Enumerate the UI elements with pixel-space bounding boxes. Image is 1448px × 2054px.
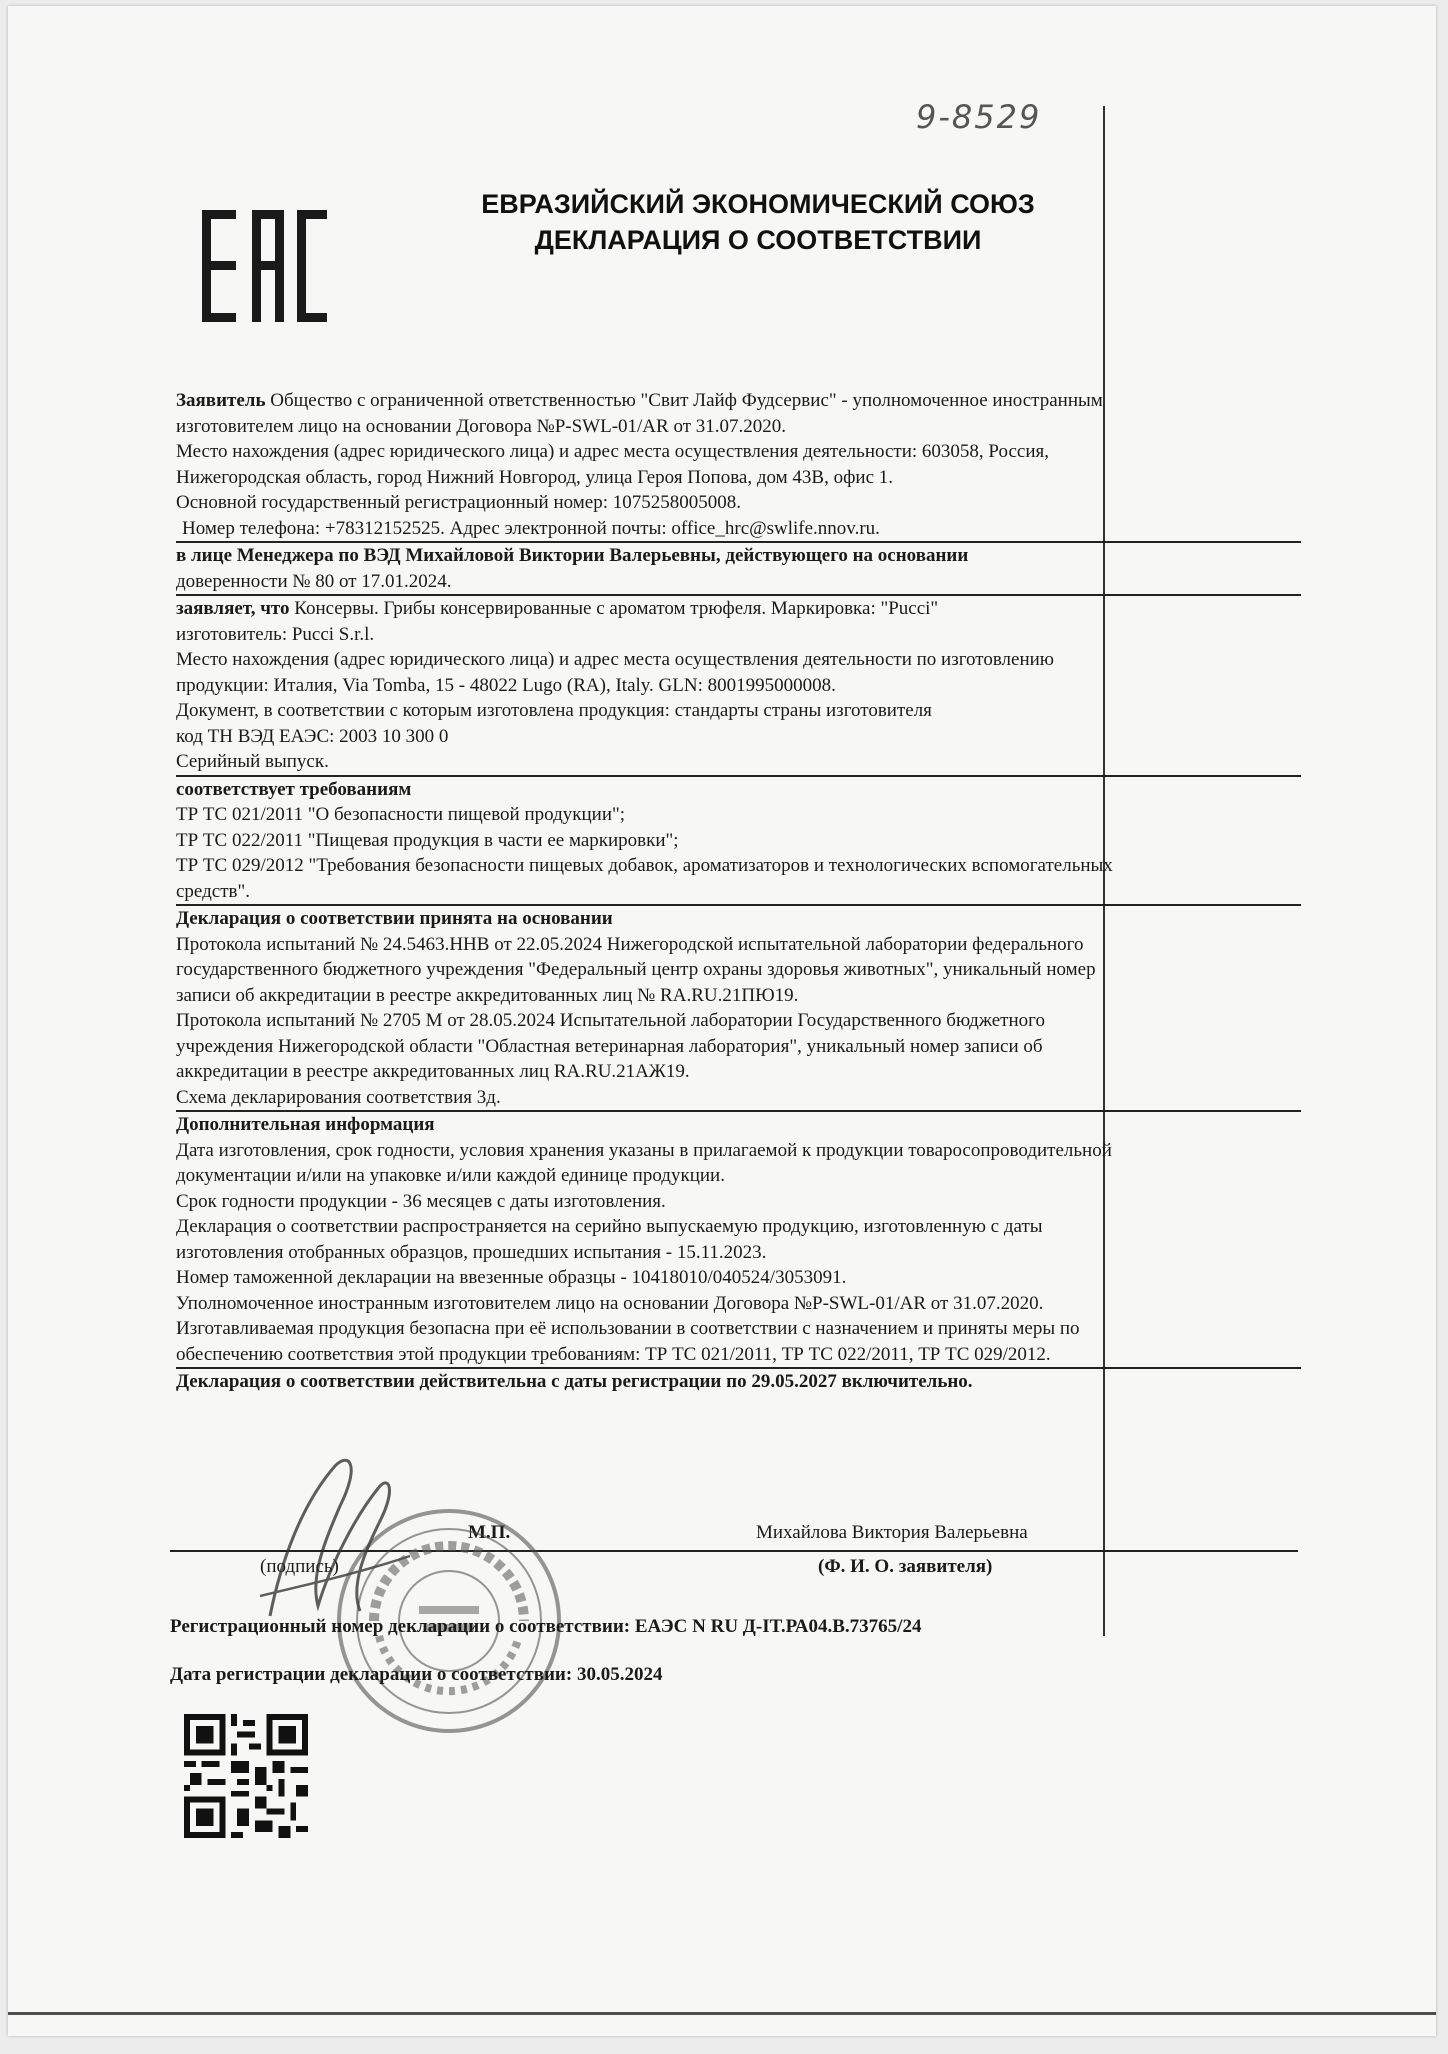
registration-date: Дата регистрации декларации о соответствии: 30.05.2024 <box>170 1664 663 1685</box>
product-line: изготовитель: Pucci S.r.l. <box>176 623 375 645</box>
applicant-line: Нижегородская область, город Нижний Новгород, улица Героя Попова, дом 43В, офис 1. <box>176 466 894 488</box>
requirement-line: ТР ТС 029/2012 "Требования безопасности пищевых добавок, ароматизаторов и технологических вспомогательных <box>176 855 1113 876</box>
validity-line: Декларация о соответствии действительна с даты регистрации по 29.05.2027 включительно. <box>176 1371 973 1392</box>
additional-line: Изготавливаемая продукция безопасна при её использовании в соответствии с назначением и приняты меры по <box>176 1318 1080 1339</box>
basis-section <box>176 906 1301 1112</box>
requirement-line: средств". <box>176 880 250 902</box>
additional-line: обеспечению соответствия этой продукции требованиям: ТР ТС 021/2011, ТР ТС 022/2011, ТР ТС 029/2012. <box>176 1343 1051 1365</box>
additional-line: Уполномоченное иностранным изготовителем лицо на основании Договора №P-SWL-01/AR от 31.07.2020. <box>176 1292 1044 1314</box>
applicant-line: изготовителем лицо на основании Договора №P-SWL-01/AR от 31.07.2020. <box>176 415 786 437</box>
signer-name: Михайлова Виктория Валерьевна <box>756 1522 1028 1543</box>
declaration-body <box>176 388 1296 1395</box>
additional-line: Дата изготовления, срок годности, условия хранения указаны в прилагаемой к продукции товаросопроводительной <box>176 1139 1112 1161</box>
qr-code-icon <box>184 1714 308 1838</box>
applicant-line: Место нахождения (адрес юридического лица) и адрес места осуществления деятельности: 603058, Россия, <box>176 441 1049 462</box>
requirement-line: ТР ТС 021/2011 "О безопасности пищевой продукции"; <box>176 804 626 825</box>
product-line: продукции: Италия, Via Tomba, 15 - 48022 Lugo (RA), Italy. GLN: 8001995000008. <box>176 674 836 696</box>
representative-section <box>176 543 1301 596</box>
product-line: Серийный выпуск. <box>176 751 329 772</box>
additional-line: Срок годности продукции - 36 месяцев с даты изготовления. <box>176 1190 666 1212</box>
basis-line: записи об аккредитации в реестре аккредитованных лиц № RA.RU.21ПЮ19. <box>176 984 799 1006</box>
applicant-label: Заявитель <box>176 390 266 411</box>
product-line: Документ, в соответствии с которым изготовлена продукция: стандарты страны изготовителя <box>176 700 932 721</box>
title-union: ЕВРАЗИЙСКИЙ ЭКОНОМИЧЕСКИЙ СОЮЗ <box>481 189 1035 219</box>
applicant-line: Общество с ограниченной ответственностью "Свит Лайф Фудсервис" - уполномоченное иностранным <box>265 390 1103 411</box>
document-title <box>408 186 1108 258</box>
additional-label: Дополнительная информация <box>176 1114 435 1135</box>
product-line: Консервы. Грибы консервированные с ароматом трюфеля. Маркировка: "Pucci" <box>289 598 939 619</box>
additional-info-section <box>176 1112 1301 1369</box>
eac-logo-icon <box>200 206 330 326</box>
declaration-page <box>8 6 1436 2036</box>
handwritten-number: 9-8529 <box>916 98 1042 136</box>
basis-line: Протокола испытаний № 24.5463.ННВ от 22.05.2024 Нижегородской испытательной лаборатории федерального <box>176 933 1084 955</box>
product-line: код ТН ВЭД ЕАЭС: 2003 10 300 0 <box>176 725 449 747</box>
additional-line: Номер таможенной декларации на ввезенные образцы - 10418010/040524/3053091. <box>176 1267 847 1288</box>
product-line: Место нахождения (адрес юридического лица) и адрес места осуществления деятельности по изготовлению <box>176 649 1054 670</box>
requirements-label: соответствует требованиям <box>176 778 412 800</box>
product-section <box>176 596 1301 777</box>
applicant-line: Номер телефона: +78312152525. Адрес электронной почты: office_hrc@swlife.nnov.ru. <box>182 517 880 539</box>
basis-line: Схема декларирования соответствия 3д. <box>176 1086 501 1108</box>
additional-line: документации и/или на упаковке и/или каждой единице продукции. <box>176 1165 725 1186</box>
basis-line: Протокола испытаний № 2705 М от 28.05.2024 Испытательной лаборатории Государственного бюджетного <box>176 1010 1045 1031</box>
applicant-line: Основной государственный регистрационный номер: 1075258005008. <box>176 492 741 513</box>
product-label: заявляет, что <box>176 598 290 619</box>
basis-label: Декларация о соответствии принята на основании <box>176 908 613 929</box>
representative-line: доверенности № 80 от 17.01.2024. <box>176 570 452 592</box>
applicant-section <box>176 388 1301 543</box>
registration-number: Регистрационный номер декларации о соответствии: ЕАЭС N RU Д-IT.РА04.В.73765/24 <box>170 1616 922 1637</box>
bottom-edge-line <box>8 2012 1436 2015</box>
title-declaration: ДЕКЛАРАЦИЯ О СООТВЕТСТВИИ <box>534 225 982 255</box>
signature-caption: (подпись) <box>260 1556 339 1577</box>
basis-line: учреждения Нижегородской области "Областная ветеринарная лаборатория", уникальный номер записи об <box>176 1035 1043 1057</box>
signer-caption: (Ф. И. О. заявителя) <box>818 1556 993 1577</box>
additional-line: Декларация о соответствии распространяется на серийно выпускаемую продукцию, изготовленную с даты <box>176 1216 1043 1237</box>
basis-line: государственного бюджетного учреждения "Федеральный центр охраны здоровья животных", уникальный номер <box>176 959 1096 980</box>
representative-line: в лице Менеджера по ВЭД Михайловой Виктории Валерьевны, действующего на основании <box>176 545 969 566</box>
seal-place-label: М.П. <box>468 1522 511 1543</box>
basis-line: аккредитации в реестре аккредитованных лиц RA.RU.21АЖ19. <box>176 1061 690 1082</box>
requirements-section <box>176 777 1301 907</box>
requirement-line: ТР ТС 022/2011 "Пищевая продукция в части ее маркировки"; <box>176 829 679 851</box>
additional-line: изготовления отобранных образцов, прошедших испытания - 15.11.2023. <box>176 1241 767 1263</box>
